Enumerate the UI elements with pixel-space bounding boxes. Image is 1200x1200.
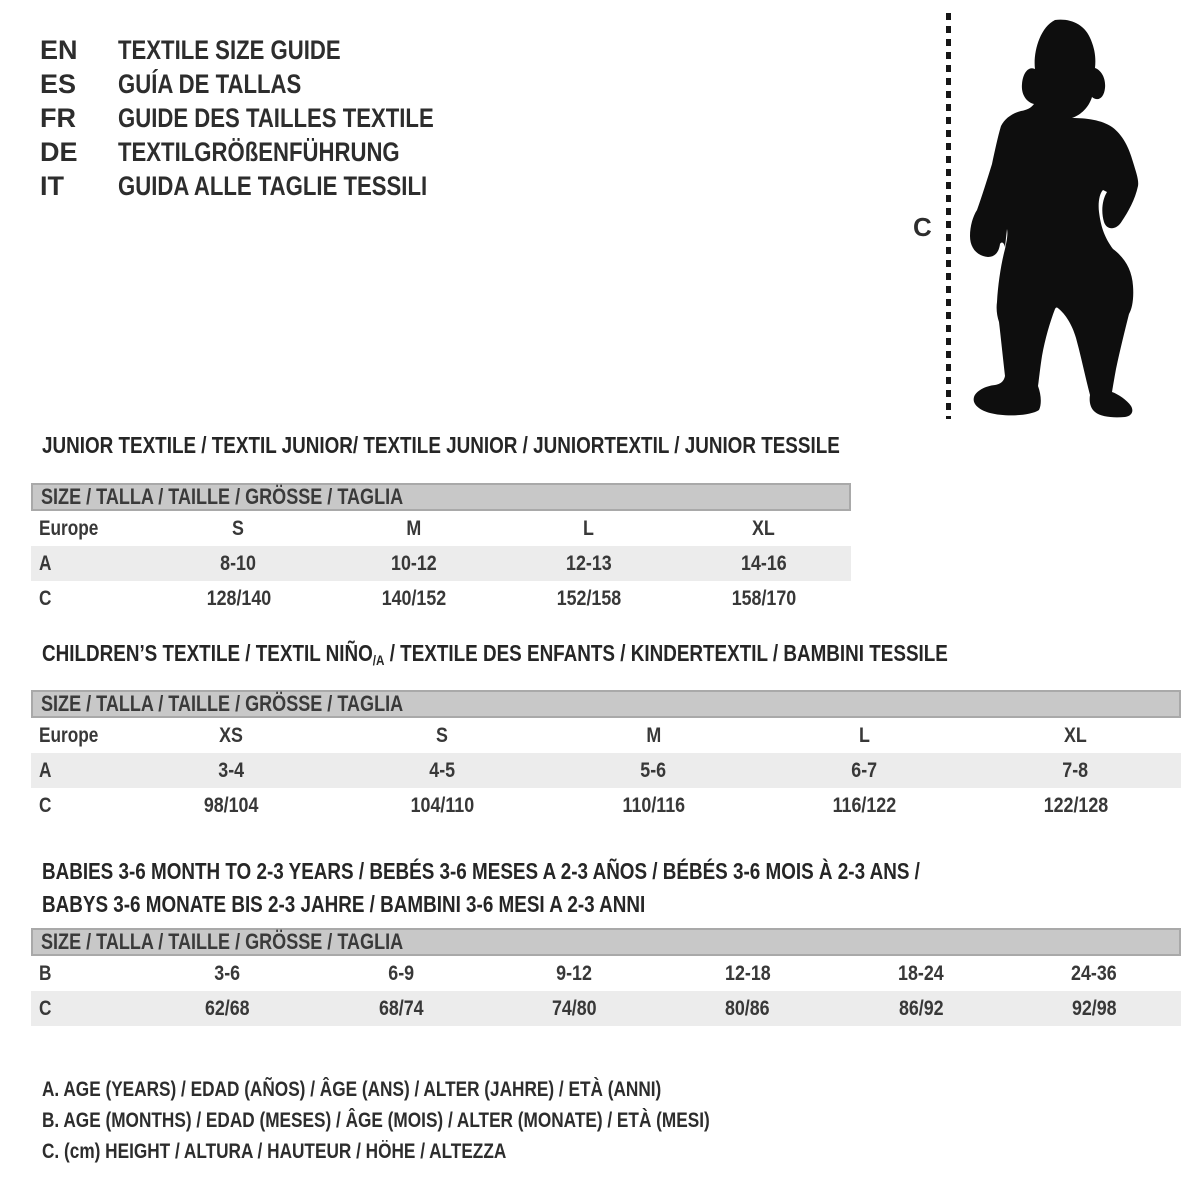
row-label-cell: A xyxy=(39,551,52,575)
language-code: FR xyxy=(40,102,76,133)
size-header-bar: SIZE / TALLA / TAILLE / GRÖSSE / TAGLIA xyxy=(31,690,1181,718)
cell: XL xyxy=(1064,723,1087,747)
row-label-cell: Europe xyxy=(39,723,99,747)
row-label-cell: C xyxy=(39,793,52,817)
cell: 3-4 xyxy=(218,758,245,782)
table-row xyxy=(31,788,1181,823)
language-code: EN xyxy=(40,34,78,65)
cell: 9-12 xyxy=(556,961,593,985)
cell: S xyxy=(436,723,449,747)
table-row xyxy=(31,581,851,616)
height-measure-label: C xyxy=(913,212,932,242)
language-row-en xyxy=(40,33,503,67)
language-row-it xyxy=(40,169,503,203)
table-row xyxy=(31,718,1181,753)
toddler-silhouette-icon xyxy=(955,14,1200,424)
language-row-es xyxy=(40,67,503,101)
row-label-cell: B xyxy=(39,961,52,985)
cell: L xyxy=(859,723,870,747)
children-size-table xyxy=(31,690,1181,823)
language-row-de xyxy=(40,135,503,169)
cell: S xyxy=(232,516,245,540)
cell: 24-36 xyxy=(1071,961,1118,985)
footnote-c: C. (cm) HEIGHT / ALTURA / HAUTEUR / HÖHE / ALTEZZA xyxy=(42,1139,507,1163)
cell: 116/122 xyxy=(832,793,897,817)
row-label-cell: C xyxy=(39,586,52,610)
cell: 3-6 xyxy=(214,961,241,985)
language-list xyxy=(40,33,503,203)
cell: 6-7 xyxy=(851,758,878,782)
babies-size-table xyxy=(31,928,1181,1026)
table-row xyxy=(31,991,1181,1026)
row-label-cell: Europe xyxy=(39,516,99,540)
cell: 18-24 xyxy=(898,961,944,985)
language-label: TEXTILGRÖßENFÜHRUNG xyxy=(118,136,400,167)
language-code: ES xyxy=(40,68,77,99)
cell: 122/128 xyxy=(1043,793,1108,817)
children-section-title: CHILDREN’S TEXTILE / TEXTIL NIÑO/A / TEXTILE DES ENFANTS / KINDERTEXTIL / BAMBINI TESSILE xyxy=(42,640,948,669)
cell: 12-18 xyxy=(724,961,771,985)
row-label-cell: A xyxy=(39,758,52,782)
cell: M xyxy=(406,516,421,540)
cell: 80/86 xyxy=(725,996,770,1020)
cell: 10-12 xyxy=(390,551,437,575)
table-row xyxy=(31,546,851,581)
cell: 8-10 xyxy=(220,551,257,575)
cell: 140/152 xyxy=(381,586,446,610)
cell: 86/92 xyxy=(898,996,944,1020)
table-row xyxy=(31,511,851,546)
table-row xyxy=(31,753,1181,788)
cell: XL xyxy=(752,516,775,540)
row-label-cell: C xyxy=(39,996,52,1020)
footnote-a: A. AGE (YEARS) / EDAD (AÑOS) / ÂGE (ANS) / ALTER (JAHRE) / ETÀ (ANNI) xyxy=(42,1077,662,1101)
language-label: GUIDE DES TAILLES TEXTILE xyxy=(118,102,434,133)
cell: 74/80 xyxy=(551,996,597,1020)
language-code: IT xyxy=(40,170,64,201)
size-header-bar: SIZE / TALLA / TAILLE / GRÖSSE / TAGLIA xyxy=(31,928,1181,956)
size-header-bar: SIZE / TALLA / TAILLE / GRÖSSE / TAGLIA xyxy=(31,483,851,511)
cell: 14-16 xyxy=(740,551,787,575)
footnote-b: B. AGE (MONTHS) / EDAD (MESES) / ÂGE (MOIS) / ALTER (MONATE) / ETÀ (MESI) xyxy=(42,1108,710,1132)
cell: 4-5 xyxy=(429,758,456,782)
language-label: TEXTILE SIZE GUIDE xyxy=(118,34,341,65)
table-row xyxy=(31,956,1181,991)
language-code: DE xyxy=(40,136,78,167)
cell: 62/68 xyxy=(205,996,250,1020)
junior-section-title: JUNIOR TEXTILE / TEXTIL JUNIOR/ TEXTILE JUNIOR / JUNIORTEXTIL / JUNIOR TESSILE xyxy=(42,432,840,458)
cell: 7-8 xyxy=(1062,758,1089,782)
cell: 98/104 xyxy=(204,793,259,817)
language-label: GUIDA ALLE TAGLIE TESSILI xyxy=(118,170,428,201)
cell: 92/98 xyxy=(1071,996,1117,1020)
cell: XS xyxy=(219,723,244,747)
cell: M xyxy=(646,723,661,747)
cell: 5-6 xyxy=(640,758,667,782)
cell: L xyxy=(583,516,594,540)
cell: 110/116 xyxy=(622,793,685,817)
babies-section-title: BABIES 3-6 MONTH TO 2-3 YEARS / BEBÉS 3-6 MESES A 2-3 AÑOS / BÉBÉS 3-6 MOIS À 2-3 ANS / BABYS 3-6 MONATE BIS 2-3 JAHRE / BAMBINI 3-6 MESI A 2-3 ANNI xyxy=(42,858,920,917)
cell: 12-13 xyxy=(565,551,612,575)
legend-footnotes xyxy=(42,1074,856,1167)
cell: 128/140 xyxy=(206,586,271,610)
cell: 158/170 xyxy=(731,586,796,610)
language-label: GUÍA DE TALLAS xyxy=(118,68,302,99)
junior-size-table xyxy=(31,483,851,616)
cell: 152/158 xyxy=(556,586,621,610)
cell: 6-9 xyxy=(388,961,414,985)
cell: 104/110 xyxy=(410,793,475,817)
title-subscript: /A xyxy=(372,652,385,669)
cell: 68/74 xyxy=(378,996,424,1020)
height-measure-dashed-line xyxy=(946,13,951,419)
language-row-fr xyxy=(40,101,503,135)
